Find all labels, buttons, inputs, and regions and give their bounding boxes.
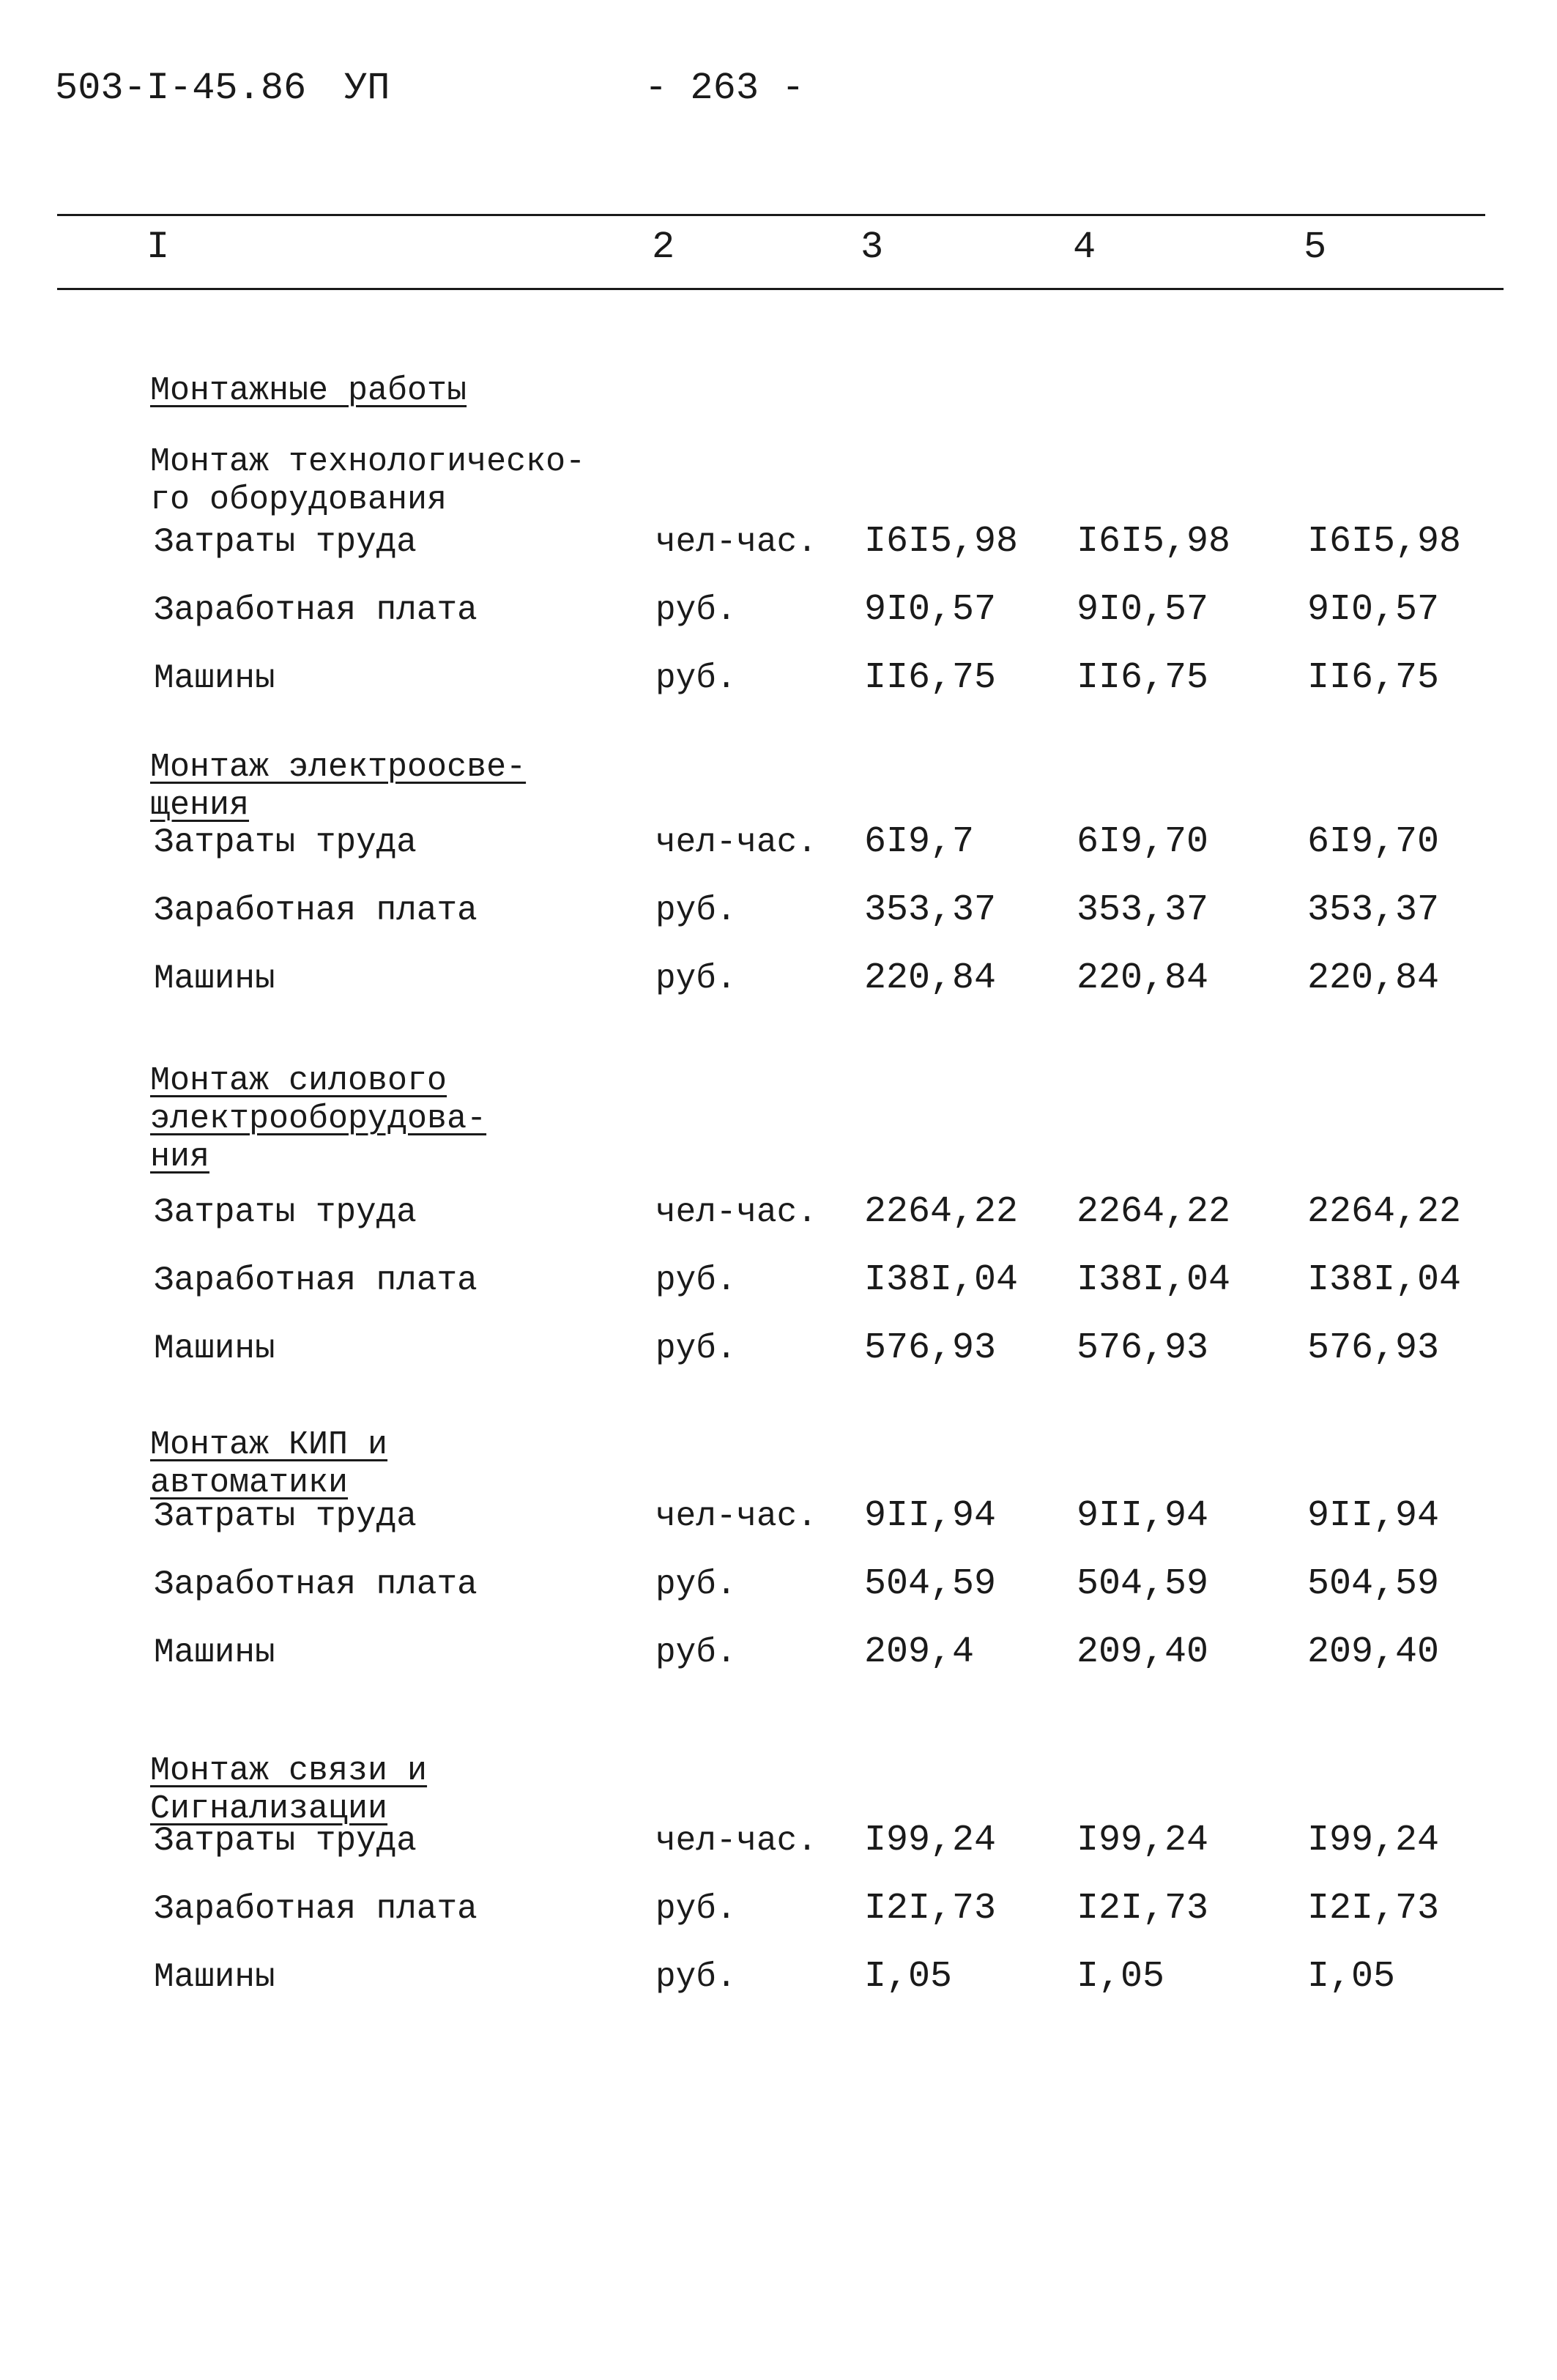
column-header-4: 4 bbox=[1073, 226, 1096, 269]
value-col-4: 2264,22 bbox=[1077, 1191, 1231, 1233]
row-unit: чел-час. bbox=[655, 523, 817, 561]
value-col-3: 353,37 bbox=[864, 889, 997, 931]
value-col-3: 220,84 bbox=[864, 957, 997, 999]
value-col-3: I2I,73 bbox=[864, 1888, 997, 1929]
section-title: Монтаж силового электрооборудова- ния bbox=[150, 1062, 487, 1176]
document-code: 503-I-45.86 bbox=[55, 67, 307, 110]
row-unit: руб. bbox=[655, 591, 737, 629]
column-header-5: 5 bbox=[1304, 226, 1327, 269]
row-name: Затраты труда bbox=[154, 1497, 417, 1535]
row-name: Машины bbox=[154, 659, 275, 697]
value-col-3: 2264,22 bbox=[864, 1191, 1019, 1233]
value-col-5: 353,37 bbox=[1307, 889, 1440, 931]
value-col-5: I38I,04 bbox=[1307, 1259, 1462, 1301]
value-col-5: 504,59 bbox=[1307, 1563, 1440, 1605]
row-unit: руб. bbox=[655, 1890, 737, 1928]
section-title: Монтаж связи и Сигнализации bbox=[150, 1752, 428, 1828]
section-title: Монтаж электроосве- щения bbox=[150, 749, 527, 824]
table-row bbox=[0, 520, 1557, 564]
row-name: Машины bbox=[154, 960, 275, 998]
row-name: Машины bbox=[154, 1634, 275, 1672]
value-col-5: 220,84 bbox=[1307, 957, 1440, 999]
row-name: Машины bbox=[154, 1330, 275, 1368]
value-col-5: II6,75 bbox=[1307, 657, 1440, 699]
table-row bbox=[0, 1955, 1557, 1999]
value-col-5: I6I5,98 bbox=[1307, 521, 1462, 563]
row-unit: чел-час. bbox=[655, 1497, 817, 1535]
value-col-5: 209,40 bbox=[1307, 1631, 1440, 1673]
table-row bbox=[0, 1887, 1557, 1931]
value-col-3: I99,24 bbox=[864, 1820, 997, 1861]
row-name: Заработная плата bbox=[154, 591, 477, 629]
row-name: Затраты труда bbox=[154, 523, 417, 561]
row-unit: руб. bbox=[655, 659, 737, 697]
row-name: Затраты труда bbox=[154, 1822, 417, 1860]
row-unit: руб. bbox=[655, 1261, 737, 1300]
value-col-4: II6,75 bbox=[1077, 657, 1209, 699]
table-row bbox=[0, 1819, 1557, 1863]
section-title: Монтаж технологическо- го оборудования bbox=[150, 443, 586, 519]
row-unit: руб. bbox=[655, 1958, 737, 1996]
table-row bbox=[0, 656, 1557, 700]
row-name: Заработная плата bbox=[154, 891, 477, 930]
row-unit: чел-час. bbox=[655, 1822, 817, 1860]
table-row bbox=[0, 957, 1557, 1001]
value-col-3: 6I9,7 bbox=[864, 821, 975, 863]
row-unit: чел-час. bbox=[655, 823, 817, 861]
row-name: Затраты труда bbox=[154, 823, 417, 861]
column-header-3: 3 bbox=[861, 226, 884, 269]
value-col-4: 576,93 bbox=[1077, 1327, 1209, 1369]
value-col-4: 220,84 bbox=[1077, 957, 1209, 999]
value-col-3: II6,75 bbox=[864, 657, 997, 699]
row-unit: руб. bbox=[655, 891, 737, 930]
row-unit: руб. bbox=[655, 1634, 737, 1672]
value-col-4: 353,37 bbox=[1077, 889, 1209, 931]
page-number: - 263 - bbox=[644, 67, 805, 110]
value-col-3: I6I5,98 bbox=[864, 521, 1019, 563]
value-col-5: 9II,94 bbox=[1307, 1495, 1440, 1537]
row-name: Заработная плата bbox=[154, 1890, 477, 1928]
value-col-5: 576,93 bbox=[1307, 1327, 1440, 1369]
row-unit: руб. bbox=[655, 1330, 737, 1368]
value-col-4: I6I5,98 bbox=[1077, 521, 1231, 563]
value-col-5: I99,24 bbox=[1307, 1820, 1440, 1861]
main-heading: Монтажные работы bbox=[150, 372, 467, 409]
row-name: Машины bbox=[154, 1958, 275, 1996]
value-col-3: I,05 bbox=[864, 1956, 953, 1998]
table-row bbox=[0, 1562, 1557, 1606]
value-col-5: I2I,73 bbox=[1307, 1888, 1440, 1929]
table-row bbox=[0, 1190, 1557, 1234]
value-col-4: 6I9,70 bbox=[1077, 821, 1209, 863]
value-col-3: 9II,94 bbox=[864, 1495, 997, 1537]
row-unit: чел-час. bbox=[655, 1193, 817, 1231]
value-col-4: 504,59 bbox=[1077, 1563, 1209, 1605]
column-header-2: 2 bbox=[652, 226, 675, 269]
value-col-4: I38I,04 bbox=[1077, 1259, 1231, 1301]
value-col-5: I,05 bbox=[1307, 1956, 1396, 1998]
table-row bbox=[0, 889, 1557, 933]
table-row bbox=[0, 1327, 1557, 1371]
table-row bbox=[0, 1631, 1557, 1675]
value-col-4: 9II,94 bbox=[1077, 1495, 1209, 1537]
value-col-4: I99,24 bbox=[1077, 1820, 1209, 1861]
value-col-5: 9I0,57 bbox=[1307, 589, 1440, 631]
table-row bbox=[0, 1494, 1557, 1538]
column-header-1: I bbox=[146, 226, 170, 269]
value-col-5: 6I9,70 bbox=[1307, 821, 1440, 863]
row-name: Заработная плата bbox=[154, 1261, 477, 1300]
row-name: Заработная плата bbox=[154, 1565, 477, 1604]
value-col-4: I2I,73 bbox=[1077, 1888, 1209, 1929]
value-col-5: 2264,22 bbox=[1307, 1191, 1462, 1233]
row-unit: руб. bbox=[655, 960, 737, 998]
value-col-3: I38I,04 bbox=[864, 1259, 1019, 1301]
row-name: Затраты труда bbox=[154, 1193, 417, 1231]
document-mark: УП bbox=[344, 67, 390, 110]
value-col-3: 576,93 bbox=[864, 1327, 997, 1369]
value-col-4: I,05 bbox=[1077, 1956, 1165, 1998]
value-col-3: 209,4 bbox=[864, 1631, 975, 1673]
section-title: Монтаж КИП и автоматики bbox=[150, 1426, 388, 1502]
value-col-3: 9I0,57 bbox=[864, 589, 997, 631]
value-col-3: 504,59 bbox=[864, 1563, 997, 1605]
value-col-4: 9I0,57 bbox=[1077, 589, 1209, 631]
table-row bbox=[0, 820, 1557, 864]
value-col-4: 209,40 bbox=[1077, 1631, 1209, 1673]
table-row bbox=[0, 1258, 1557, 1302]
table-row bbox=[0, 588, 1557, 632]
row-unit: руб. bbox=[655, 1565, 737, 1604]
